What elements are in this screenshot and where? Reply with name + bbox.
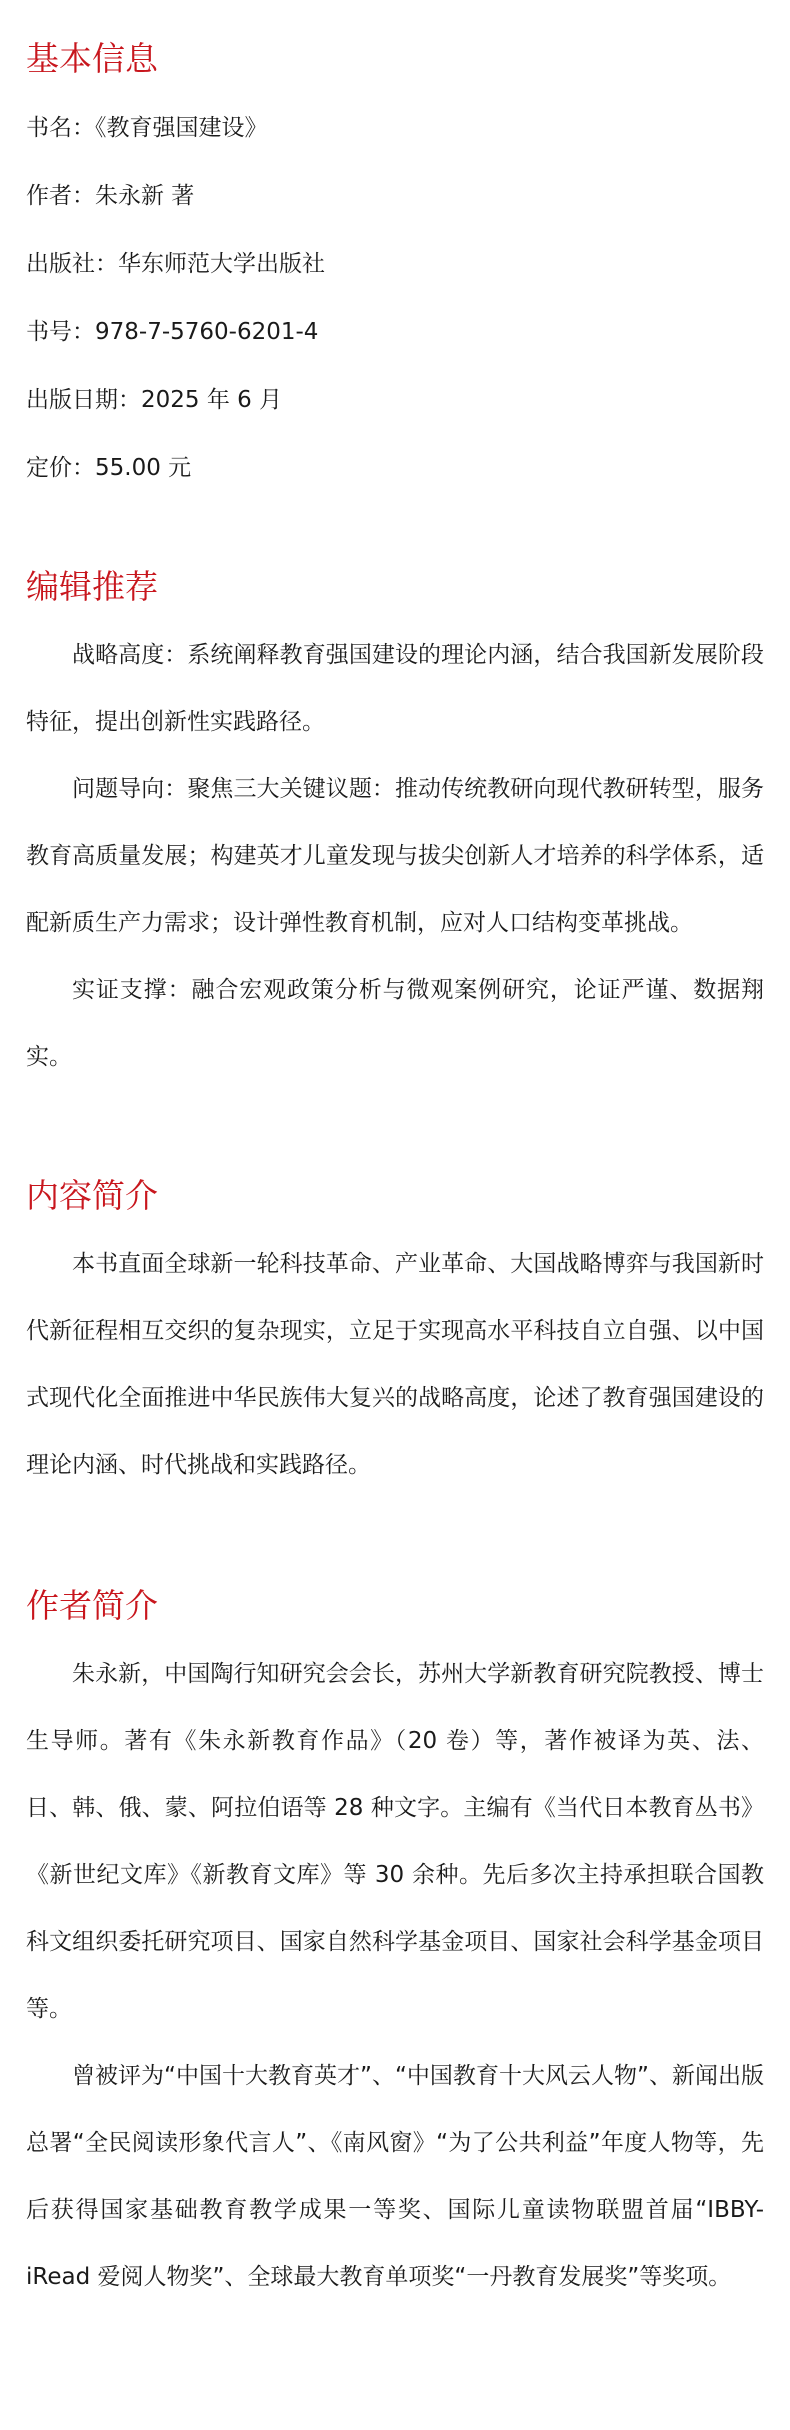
editor-recommendation-heading: 编辑推荐 bbox=[26, 567, 158, 606]
content-intro-paragraph: 本书直面全球新一轮科技革命、产业革命、大国战略博弈与我国新时代新征程相互交织的复杂现实，立足于实现高水平科技自立自强、以中国式现代化全面推进中华民族伟大复兴的战略高度，论述了教育强国建设的理论内涵、时代挑战和实践路径。 bbox=[26, 1251, 764, 1478]
info-row-author: 作者：朱永新 著 bbox=[26, 183, 195, 209]
content-intro-section bbox=[26, 1163, 764, 1499]
info-row-publisher: 出版社：华东师范大学出版社 bbox=[26, 251, 325, 277]
info-row-book-title: 书名：《教育强国建设》 bbox=[26, 115, 268, 141]
info-row-price: 定价：55.00 元 bbox=[26, 455, 192, 481]
author-intro-paragraph-awards: 曾被评为“中国十大教育英才”、“中国教育十大风云人物”、新闻出版总署“全民阅读形象代言人”、《南风窗》“为了公共利益”年度人物等，先后获得国家基础教育教学成果一等奖、国际儿童读物联盟首届“IBBY-iRead 爱阅人物奖”、全球最大教育单项奖“一丹教育发展奖”等奖项。 bbox=[26, 2063, 764, 2290]
info-row-isbn: 书号：978-7-5760-6201-4 bbox=[26, 319, 319, 345]
basic-info-heading: 基本信息 bbox=[26, 39, 158, 78]
recommendation-paragraph-strategy: 战略高度：系统阐释教育强国建设的理论内涵，结合我国新发展阶段特征，提出创新性实践路径。 bbox=[26, 642, 764, 735]
author-intro-section bbox=[26, 1573, 764, 2311]
info-row-publish-date: 出版日期：2025 年 6 月 bbox=[26, 387, 283, 413]
author-intro-paragraph-bio: 朱永新，中国陶行知研究会会长，苏州大学新教育研究院教授、博士生导师。著有《朱永新教育作品》（20 卷）等，著作被译为英、法、日、韩、俄、蒙、阿拉伯语等 28 种文字。主编有《当代日本教育丛书》《新世纪文库》《新教育文库》等 30 余种。先后多次主持承担联合国教科文组织委托研究项目、国家自然科学基金项目、国家社会科学基金项目等。 bbox=[26, 1661, 764, 2022]
basic-info-list bbox=[26, 94, 764, 502]
basic-info-section bbox=[26, 26, 764, 502]
editor-recommendation-section bbox=[26, 554, 764, 1091]
author-intro-heading: 作者简介 bbox=[26, 1586, 158, 1625]
recommendation-paragraph-evidence: 实证支撑：融合宏观政策分析与微观案例研究，论证严谨、数据翔实。 bbox=[26, 977, 764, 1070]
content-intro-heading: 内容简介 bbox=[26, 1176, 158, 1215]
recommendation-paragraph-problems: 问题导向：聚焦三大关键议题：推动传统教研向现代教研转型，服务教育高质量发展；构建英才儿童发现与拔尖创新人才培养的科学体系，适配新质生产力需求；设计弹性教育机制，应对人口结构变革挑战。 bbox=[26, 776, 764, 936]
